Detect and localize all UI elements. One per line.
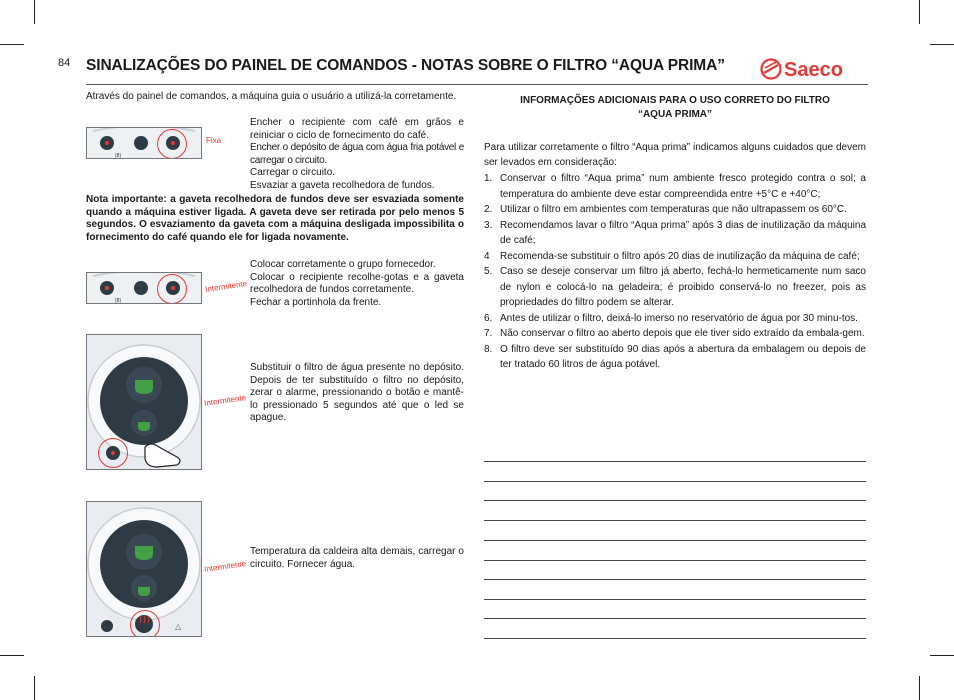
writing-line xyxy=(484,560,866,561)
item-text: Caso se deseje conservar um filtro já aberto, fechá-lo hermeticamente num saco de nylon e colocá-lo na geladeira; é proibido conservá-lo no freezer, pois as propriedades do filtro podem se alterar. xyxy=(500,266,866,308)
writing-line xyxy=(484,481,866,482)
item-number: 7. xyxy=(484,328,493,339)
highlight-ring xyxy=(130,610,160,637)
coffee-cup-icon xyxy=(135,380,153,394)
svg-text:(8): (8) xyxy=(115,153,122,158)
steam-icon xyxy=(138,422,150,431)
writing-line xyxy=(484,599,866,600)
signal-line: Encher o depósito de água com água fria potável e carregar o circuito. xyxy=(250,142,464,166)
item-number: 5. xyxy=(484,266,493,277)
item-text: Utilizar o filtro em ambientes com temperaturas que não ultrapassem os 60°C. xyxy=(500,204,847,215)
state-label: Intermitente xyxy=(204,279,248,294)
signal-4-text xyxy=(250,546,464,571)
item-number: 6. xyxy=(484,312,493,324)
list-item xyxy=(484,218,866,249)
brand-name: Saeco xyxy=(784,59,843,81)
signal-line: Fechar a portinhola da frente. xyxy=(250,296,382,308)
state-label: Intermitente xyxy=(203,393,247,408)
svg-text:△: △ xyxy=(175,622,182,631)
list-item xyxy=(484,249,866,265)
signal-line: Encher o recipiente com café em grãos e reiniciar o ciclo de fornecimento do café. xyxy=(250,117,464,141)
important-note: Nota importante: a gaveta recolhedora de fundos deve ser esvaziada somente quando a máquina estiver ligada. A gaveta deve ser retirada por pelo menos 5 segundos. O esvaziamento da gaveta com a máquina desligada impossibilita o fornecimento do café quando ele for ligada novamente. xyxy=(86,194,464,243)
info-intro: Para utilizar corretamente o filtro “Aqua prima” indicamos alguns cuidados que devem ser levados em consideração: xyxy=(484,142,866,168)
list-item xyxy=(484,202,866,218)
panel-image-boiler-temperature xyxy=(86,501,202,637)
steam-icon xyxy=(138,587,150,596)
item-text: Conservar o filtro “Aqua prima” num ambiente fresco protegido contra o sol; a temperatura do ambiente deve estar compreendida entre +5°C e +40°C; xyxy=(500,173,866,200)
signal-line: Substituir o filtro de água presente no depósito. Depois de ter substituído o filtro no depósito, zerar o alarme, pressionando o botão e mantê-lo pressionado 5 segundos até que o led se apague. xyxy=(250,362,464,423)
state-label: Intermitente xyxy=(203,559,247,574)
item-text: Não conservar o filtro ao aberto depois que ele tiver sido extraído da embala-gem. xyxy=(500,328,865,339)
crop-mark xyxy=(919,0,920,24)
crop-mark xyxy=(930,44,954,45)
crop-mark xyxy=(34,676,35,700)
writing-line xyxy=(484,520,866,521)
writing-line xyxy=(484,500,866,501)
list-item xyxy=(484,171,866,202)
hand-pointer-icon xyxy=(141,439,185,469)
item-number: 2. xyxy=(484,204,493,215)
writing-line xyxy=(484,579,866,580)
signal-line: Temperatura da caldeira alta demais, carregar o circuito. Fornecer água. xyxy=(250,546,464,570)
list-item xyxy=(484,311,866,327)
panel-image-group-position xyxy=(86,272,202,304)
saeco-logo xyxy=(760,55,868,83)
crop-mark xyxy=(34,0,35,24)
info-heading xyxy=(484,94,866,122)
signal-1-text xyxy=(250,117,464,192)
panel-image-replace-filter xyxy=(86,334,202,470)
list-item xyxy=(484,326,866,342)
svg-text:(8): (8) xyxy=(115,298,122,303)
crop-mark xyxy=(0,44,24,45)
signal-line: Esvaziar a gaveta recolhedora de fundos. xyxy=(250,179,435,191)
writing-line xyxy=(484,638,866,639)
highlight-ring xyxy=(157,274,187,304)
info-heading-line-1: INFORMAÇÕES ADICIONAIS PARA O USO CORRETO DO FILTRO xyxy=(520,95,830,106)
signal-line: Carregar o circuito. xyxy=(250,167,336,178)
item-number: 4 xyxy=(484,250,490,262)
page-title: SINALIZAÇÕES DO PAINEL DE COMANDOS - NOTAS SOBRE O FILTRO “AQUA PRIMA” xyxy=(86,57,725,74)
list-item xyxy=(484,342,866,373)
writing-line xyxy=(484,540,866,541)
item-text: Recomenda-se substituir o filtro após 20 dias de inutilização da máquina de café; xyxy=(500,250,860,262)
item-number: 3. xyxy=(484,219,493,231)
state-label: Fixa xyxy=(206,136,222,145)
panel-image-empty-grounds xyxy=(86,127,202,159)
item-text: O filtro deve ser substituído 90 dias após a abertura da embalagem ou depois de ter tratado 60 litros de água potável. xyxy=(500,343,866,370)
filter-care-list xyxy=(484,171,866,373)
crop-mark xyxy=(919,676,920,700)
signal-line: Colocar corretamente o grupo fornecedor. xyxy=(250,259,436,270)
writing-line xyxy=(484,461,866,462)
item-number: 1. xyxy=(484,173,493,184)
coffee-cup-icon xyxy=(135,546,153,560)
item-number: 8. xyxy=(484,343,493,355)
signal-line: Colocar o recipiente recolhe-gotas e a gaveta recolhedora de fundos corretamente. xyxy=(250,271,464,295)
signal-2-text xyxy=(250,259,464,309)
highlight-ring xyxy=(98,438,128,468)
crop-mark xyxy=(930,655,954,656)
highlight-ring xyxy=(157,129,187,159)
writing-line xyxy=(484,618,866,619)
signal-3-text xyxy=(250,362,464,425)
page-number: 84 xyxy=(58,57,71,69)
crop-mark xyxy=(0,655,24,656)
list-item xyxy=(484,264,866,311)
item-text: Recomendamos lavar o filtro “Aqua prima” após 3 dias de inutilização da máquina de café; xyxy=(500,219,866,246)
title-rule xyxy=(86,84,868,85)
page-intro: Através do painel de comandos, a máquina guia o usuário a utilizá-la corretamente. xyxy=(86,91,457,102)
item-text: Antes de utilizar o filtro, deixá-lo imerso no reservatório de água por 30 minu-tos. xyxy=(500,312,858,324)
info-heading-line-2: “AQUA PRIMA” xyxy=(637,109,713,120)
